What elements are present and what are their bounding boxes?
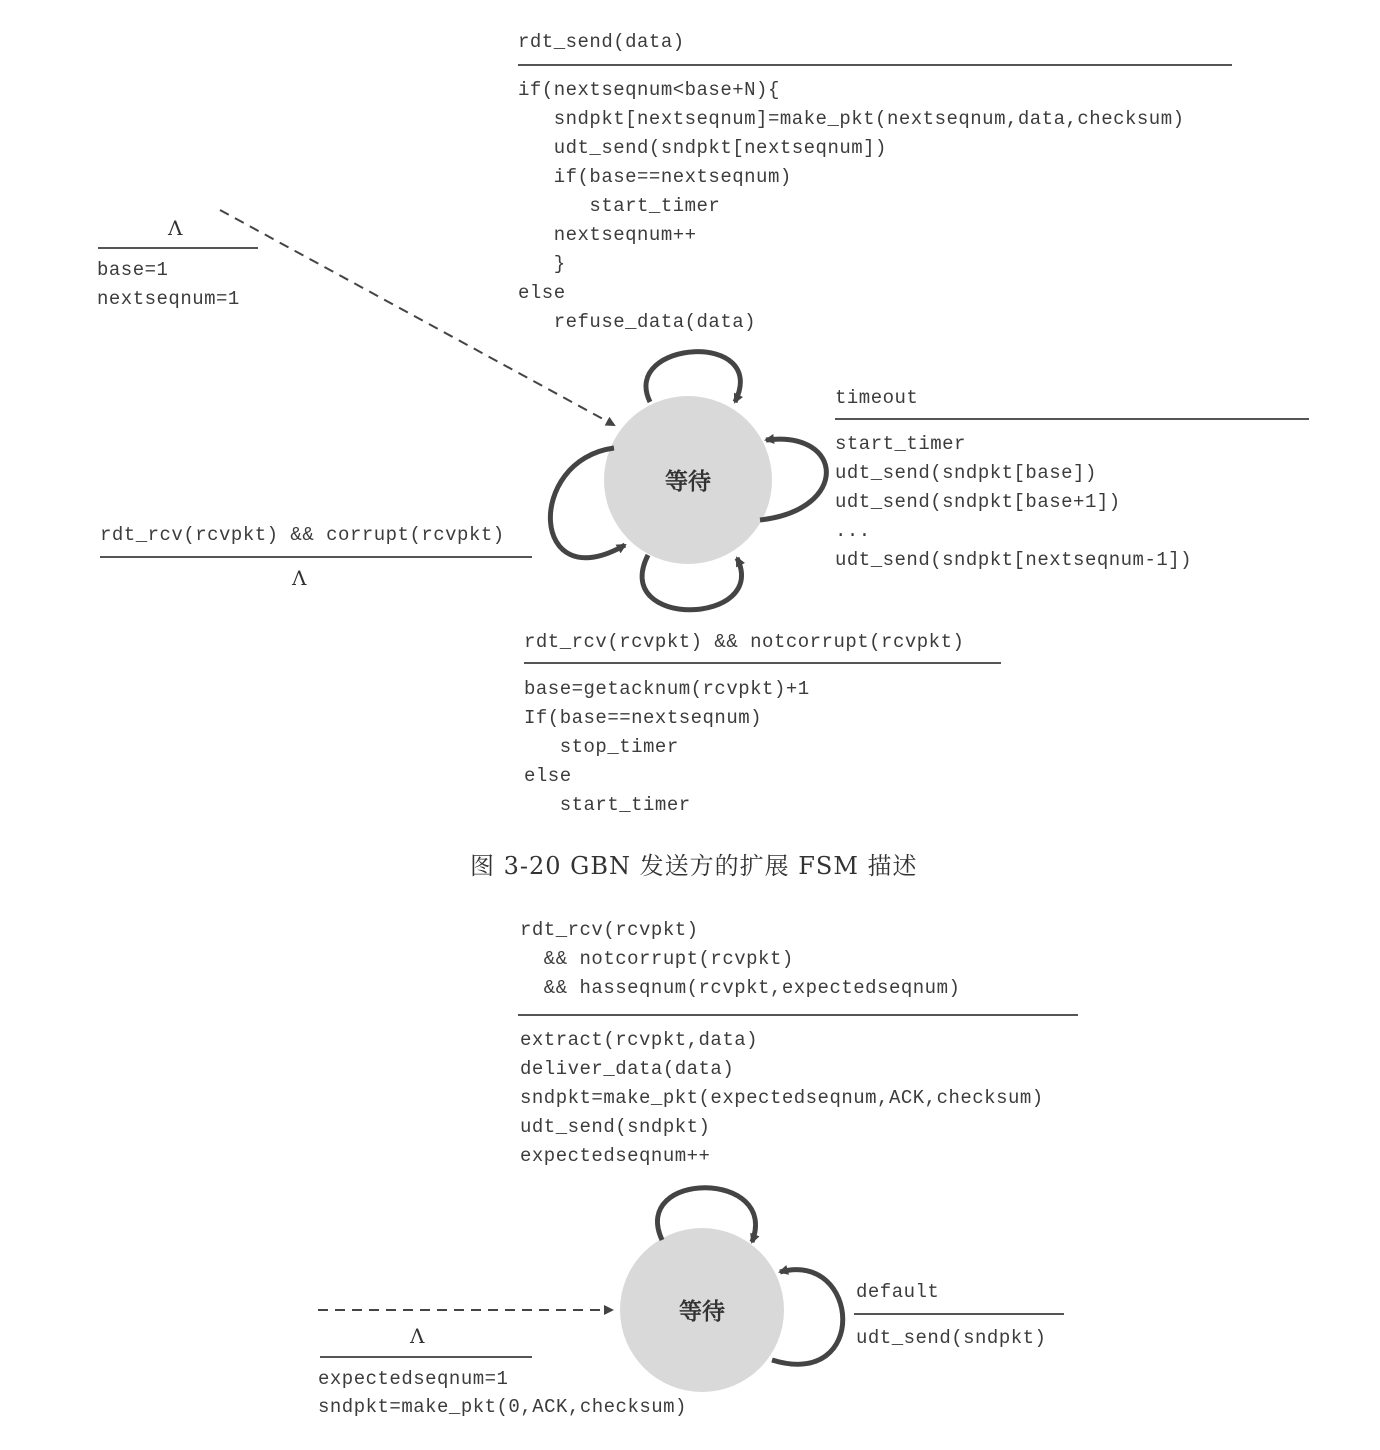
sender-corrupt-event: rdt_rcv(rcvpkt) && corrupt(rcvpkt) — [100, 524, 505, 546]
receiver-top-event — [520, 916, 960, 1003]
receiver-top-divider — [518, 1014, 1078, 1016]
code-line: else — [518, 282, 566, 304]
code-line: expectedseqnum++ — [520, 1145, 711, 1167]
sender-init-divider — [98, 247, 258, 249]
code-line: udt_send(sndpkt) — [520, 1116, 711, 1138]
code-line: start_timer — [518, 195, 721, 217]
code-line: sndpkt=make_pkt(expectedseqnum,ACK,checksum) — [520, 1087, 1044, 1109]
code-line: } — [518, 253, 566, 275]
sender-init-action-nextseqnum: nextseqnum=1 — [97, 288, 240, 310]
code-line: stop_timer — [524, 736, 679, 758]
code-line: if(nextseqnum<base+N){ — [518, 79, 780, 101]
code-line: else — [524, 765, 572, 787]
code-line: nextseqnum++ — [518, 224, 697, 246]
code-line: If(base==nextseqnum) — [524, 707, 763, 729]
sender-timeout-action — [835, 430, 1192, 575]
code-line: udt_send(sndpkt[base]) — [835, 462, 1097, 484]
receiver-init-action-sndpkt: sndpkt=make_pkt(0,ACK,checksum) — [318, 1396, 687, 1418]
receiver-default-event: default — [856, 1281, 940, 1303]
code-line: ... — [835, 520, 871, 542]
sender-timeout-divider — [835, 418, 1309, 420]
sender-top-divider — [518, 64, 1232, 66]
code-line: base=getacknum(rcvpkt)+1 — [524, 678, 810, 700]
code-line: udt_send(sndpkt[nextseqnum-1]) — [835, 549, 1193, 571]
receiver-init-divider — [320, 1356, 532, 1358]
code-line: udt_send(sndpkt[base+1]) — [835, 491, 1121, 513]
sender-corrupt-action: Λ — [292, 566, 307, 590]
code-line: && notcorrupt(rcvpkt) — [520, 948, 794, 970]
sender-init-action-base: base=1 — [97, 259, 169, 281]
code-line: sndpkt[nextseqnum]=make_pkt(nextseqnum,data,checksum) — [518, 108, 1185, 130]
sender-corrupt-divider — [100, 556, 532, 558]
sender-loop-top — [646, 352, 740, 402]
receiver-default-action: udt_send(sndpkt) — [856, 1327, 1047, 1349]
sender-ack-divider — [524, 662, 1001, 664]
code-line: start_timer — [524, 794, 691, 816]
code-line: if(base==nextseqnum) — [518, 166, 792, 188]
code-line: rdt_rcv(rcvpkt) — [520, 919, 699, 941]
receiver-state-label: 等待 — [679, 1299, 725, 1325]
code-line: refuse_data(data) — [518, 311, 757, 333]
receiver-default-divider — [854, 1313, 1064, 1315]
sender-state-label: 等待 — [665, 469, 711, 495]
receiver-init-event: Λ — [410, 1324, 425, 1348]
code-line: deliver_data(data) — [520, 1058, 735, 1080]
sender-ack-action — [524, 675, 810, 820]
code-line: udt_send(sndpkt[nextseqnum]) — [518, 137, 887, 159]
receiver-top-action — [520, 1026, 1044, 1171]
code-line: start_timer — [835, 433, 966, 455]
sender-timeout-event: timeout — [835, 387, 919, 409]
figure-caption: 图 3-20 GBN 发送方的扩展 FSM 描述 — [470, 852, 918, 880]
code-line: extract(rcvpkt,data) — [520, 1029, 759, 1051]
sender-top-event: rdt_send(data) — [518, 31, 685, 53]
code-line: && hasseqnum(rcvpkt,expectedseqnum) — [520, 977, 961, 999]
sender-ack-event: rdt_rcv(rcvpkt) && notcorrupt(rcvpkt) — [524, 631, 965, 653]
sender-top-action — [518, 76, 1185, 337]
sender-init-event: Λ — [168, 216, 183, 240]
receiver-init-action-expectedseqnum: expectedseqnum=1 — [318, 1368, 509, 1390]
